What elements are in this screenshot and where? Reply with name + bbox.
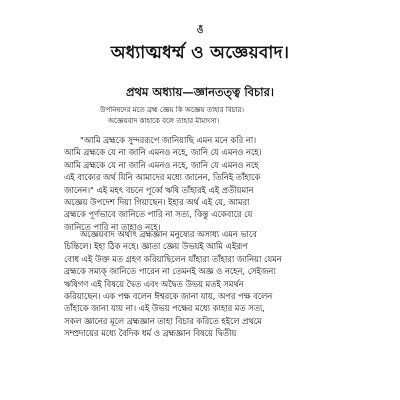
chapter-heading: প্রথম অধ্যায়—জ্ঞানতত্ত্ব বিচার।: [125, 85, 275, 99]
text-line: ঋষিগণ এই বিষয়ে দ্বৈত এবং অদ্বৈত উভয় মতই সমর্থন: [64, 278, 244, 289]
heading-note-1: উপনিষদের মতে ব্রহ্ম জ্ঞেয় কি অজ্ঞেয় তাহার বিচার।: [100, 106, 244, 114]
text-line: ব্রহ্মকে পূর্ণভাবে জানিতে পারি না সত্য, কিন্তু একেবারে যে: [64, 209, 253, 220]
text-line: বোধ এই উক্ত মত গ্রহণ করিয়াছিলেন যাঁহারা তাঁহারা জানিয়া যেমন: [64, 253, 282, 264]
text-line: অজ্ঞেয় উপদেশ দিয়া গিয়াছেন। ইহার অর্থ এই যে, আমরা: [64, 197, 250, 208]
heading-note-2: অজ্ঞেয়বাদ কাহাকে বলে তাহার মীমাংসা।: [108, 117, 220, 125]
text-line: চিন্তিলে। ইহা ঠিক নহে। জ্ঞাতা জ্ঞেয় উভয়ই আমি এইরূপ: [64, 241, 248, 252]
quote-paragraph: [64, 134, 378, 233]
text-line: অজ্ঞেয়বাদ অর্থাৎ ব্রহ্মজ্ঞান মনুষ্যের অসাধ্য এমন ভাবে: [80, 229, 257, 239]
text-line: সম্প্রদায়ের মধ্যে বৈদিক ধর্ম ও ব্রহ্মজ্ঞান বিষয়ে দ্বিতীয়: [64, 328, 237, 339]
text-line: তাঁহাকে জানা যায় না। এই উভয় পক্ষের মধ্যে কাহার মত সত্য,: [64, 303, 266, 314]
text-line: "আমি ব্রহ্মকে সুন্দররূপে জানিয়াছি এমন মনে করি না।: [80, 135, 257, 145]
text-line: জানিতে পারি না তাহাও নহে।: [64, 221, 161, 232]
text-line: ব্রহ্মকে সম্যক্ জানিতে পারেন না তেমনই অজ্ঞ ও নহেন, সেইজন্য: [64, 266, 276, 277]
text-line: আমি ব্রহ্মকে যে না জানি এমনও নহে, জানি যে এমনও নহে।: [64, 147, 262, 158]
text-line: আমি ব্রহ্মকে যে না জানি এমনও নহে, জানি যে এমনও নহে: [64, 159, 259, 170]
body-paragraph: [64, 228, 378, 340]
page-title: অধ্যাত্মধর্ম্ম ও অজ্ঞেয়বাদ।: [110, 43, 290, 63]
invocation-symbol: ওঁ: [196, 26, 204, 36]
text-line: এই বাক্যের অর্থ যিনি আমাদের মধ্যে জানেন, তিনিই তাঁহাকে: [64, 172, 261, 183]
text-line: জানেন।" এই মহৎ বচনে পূর্ব্বে ঋষি তাঁহারই এই প্রতীয়মান: [64, 184, 254, 195]
text-line: করিয়াছেন। এক পক্ষ বলেন ঈশ্বরকে জানা যায়, অপর পক্ষ বলেন: [64, 291, 273, 302]
text-line: সকল জ্ঞানের মূলে ব্রহ্মজ্ঞান তাহা বিচার করিতে হইলে প্রথমে: [64, 315, 262, 326]
